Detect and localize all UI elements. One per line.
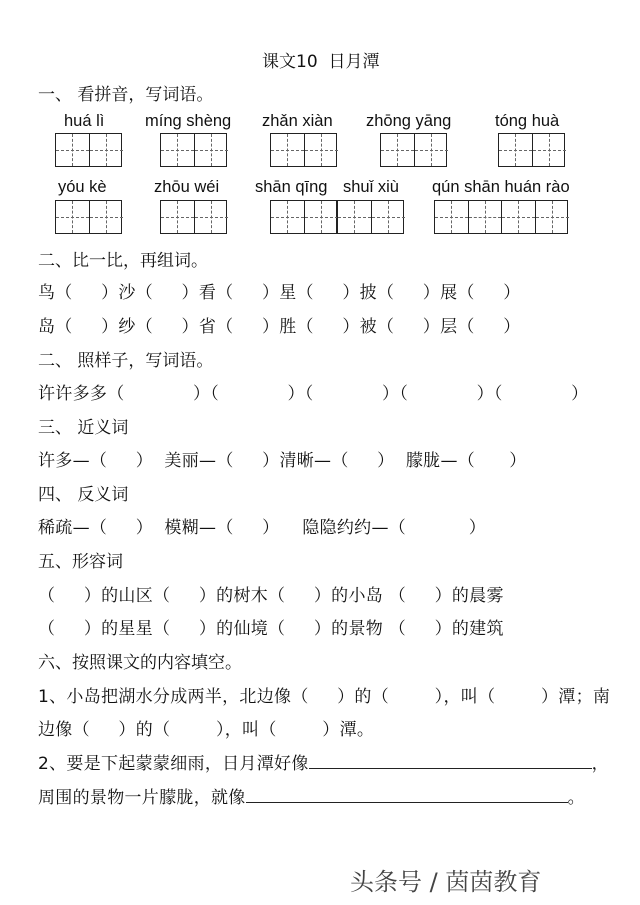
compare-row-1: 鸟（ ）沙（ ）看（ ）星（ ）披（ ）展（ ） bbox=[38, 283, 521, 303]
writing-box-10[interactable] bbox=[434, 200, 568, 234]
pinyin-2: míng shèng bbox=[145, 112, 232, 130]
writing-box-2[interactable] bbox=[160, 133, 227, 167]
writing-box-5[interactable] bbox=[498, 133, 565, 167]
pinyin-3: zhǎn xiàn bbox=[262, 112, 333, 130]
writing-box-3[interactable] bbox=[270, 133, 337, 167]
writing-box-4[interactable] bbox=[380, 133, 447, 167]
fill-q2-line1-end: ， bbox=[591, 754, 609, 774]
pinyin-8: shān qīng bbox=[255, 178, 328, 196]
fill-q1-line2: 边像（ ）的（ ），叫（ ）潭。 bbox=[38, 720, 375, 740]
pinyin-4: zhōng yāng bbox=[366, 112, 452, 130]
pinyin-1: huá lì bbox=[64, 112, 105, 130]
pinyin-5: tóng huà bbox=[495, 112, 560, 130]
fill-q2-line2-text: 周围的景物一片朦胧，就像 bbox=[38, 788, 246, 808]
section-4-heading: 三、 近义词 bbox=[38, 418, 129, 438]
fill-q2-line1 bbox=[38, 749, 609, 774]
section-1-heading: 一、 看拼音，写词语。 bbox=[38, 85, 214, 105]
section-2-heading: 二、比一比，再组词。 bbox=[38, 251, 208, 271]
writing-box-7[interactable] bbox=[160, 200, 227, 234]
example-line: 许许多多（ ）（ ）（ ）（ ）（ ） bbox=[38, 384, 589, 404]
watermark: 头条号 / 茵茵教育 bbox=[350, 868, 542, 896]
writing-box-8[interactable] bbox=[270, 200, 337, 234]
fill-q2-line2 bbox=[38, 783, 585, 808]
section-7-heading: 六、按照课文的内容填空。 bbox=[38, 653, 242, 673]
answer-blank-2[interactable] bbox=[246, 786, 568, 803]
fill-q2-line1-text: 2、要是下起蒙蒙细雨，日月潭好像 bbox=[38, 754, 309, 774]
section-5-heading: 四、 反义词 bbox=[38, 485, 129, 505]
adjectives-row-2: （ ）的星星（ ）的仙境（ ）的景物 （ ）的建筑 bbox=[38, 619, 504, 639]
answer-blank-1[interactable] bbox=[309, 752, 592, 769]
adjectives-row-1: （ ）的山区（ ）的树木（ ）的小岛 （ ）的晨雾 bbox=[38, 586, 504, 606]
compare-row-2: 岛（ ）纱（ ）省（ ）胜（ ）被（ ）层（ ） bbox=[38, 317, 521, 337]
pinyin-6: yóu kè bbox=[58, 178, 107, 196]
pinyin-9: shuǐ xiù bbox=[343, 178, 399, 196]
writing-box-6[interactable] bbox=[55, 200, 122, 234]
page-title: 课文10 日月潭 bbox=[262, 52, 380, 72]
pinyin-7: zhōu wéi bbox=[154, 178, 220, 196]
fill-q1-line1: 1、小岛把湖水分成两半，北边像（ ）的（ ），叫（ ）潭；南 bbox=[38, 687, 611, 707]
writing-box-9[interactable] bbox=[337, 200, 404, 234]
synonyms-line: 许多—（ ） 美丽—（ ）清晰—（ ） 朦胧—（ ） bbox=[38, 451, 527, 471]
section-3-heading: 二、 照样子，写词语。 bbox=[38, 351, 214, 371]
pinyin-10: qún shān huán rào bbox=[432, 178, 570, 196]
fill-q2-line2-end: 。 bbox=[567, 788, 585, 808]
writing-box-1[interactable] bbox=[55, 133, 122, 167]
section-6-heading: 五、形容词 bbox=[38, 552, 123, 572]
antonyms-line: 稀疏—（ ） 模糊—（ ） 隐隐约约—（ ） bbox=[38, 518, 487, 538]
